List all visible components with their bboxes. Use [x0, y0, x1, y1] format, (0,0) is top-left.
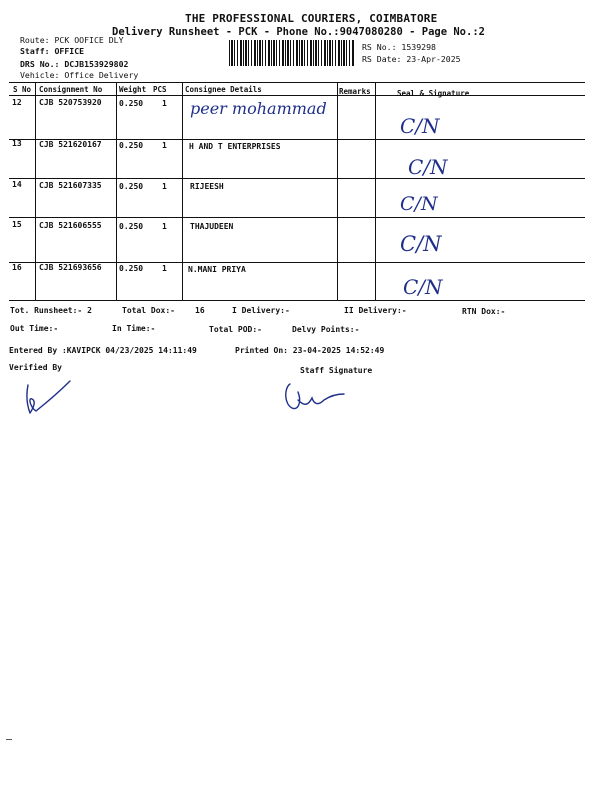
row-pcs: 1 — [162, 182, 167, 191]
out-time: Out Time:- — [10, 324, 59, 333]
drs-number: DRS No.: DCJB153929802 — [20, 59, 129, 69]
company-title: THE PROFESSIONAL COURIERS, COIMBATORE — [185, 12, 438, 25]
col-header-pcs: PCS — [153, 85, 167, 94]
total-dox-value: 16 — [195, 306, 205, 315]
column-divider — [35, 82, 36, 300]
row-divider — [9, 178, 585, 179]
col-header-remarks: Remarks — [339, 87, 371, 96]
row-divider — [9, 217, 585, 218]
table-bottom-border — [9, 300, 585, 301]
row-consignee: N.MANI PRIYA — [188, 265, 246, 274]
staff-text: Staff: OFFICE — [20, 46, 85, 56]
table-top-border — [9, 82, 585, 83]
col-header-weight: Weight — [119, 85, 147, 94]
seal-handwriting: C/N — [408, 155, 448, 179]
row-consignment: CJB 520753920 — [39, 98, 102, 107]
row-consignment: CJB 521607335 — [39, 181, 102, 190]
col-header-consignment: Consignment No — [39, 85, 103, 94]
column-divider — [116, 82, 117, 300]
runsheet-subtitle: Delivery Runsheet - PCK - Phone No.:9047080280 - Page No.:2 — [112, 26, 485, 38]
verified-signature-image — [18, 375, 78, 425]
page-mark — [6, 739, 12, 740]
in-time: In Time:- — [112, 324, 156, 333]
row-consignment: CJB 521620167 — [39, 140, 102, 149]
seal-handwriting: C/N — [400, 114, 440, 138]
ii-delivery: II Delivery:- — [344, 306, 407, 315]
printed-on: Printed On: 23-04-2025 14:52:49 — [235, 346, 385, 355]
row-consignee: RIJEESH — [190, 182, 224, 191]
total-pod: Total POD:- — [209, 325, 262, 334]
staff-signature-label: Staff Signature — [300, 366, 373, 375]
table-header-border — [9, 95, 585, 96]
row-pcs: 1 — [162, 222, 167, 231]
row-consignment: CJB 521693656 — [39, 263, 102, 272]
col-header-sno: S No — [13, 85, 32, 94]
vehicle-text: Vehicle: Office Delivery — [20, 70, 139, 80]
row-weight: 0.250 — [119, 141, 144, 150]
tot-runsheet: Tot. Runsheet:- 2 — [10, 306, 92, 315]
rs-number: RS No.: 1539298 — [362, 42, 436, 52]
column-divider — [337, 82, 338, 300]
handwritten-consignee: peer mohammad — [190, 99, 327, 118]
verified-by-label: Verified By — [9, 363, 62, 372]
col-header-seal: Seal & Signature — [397, 89, 470, 98]
row-consignment: CJB 521606555 — [39, 221, 102, 230]
row-sno: 16 — [12, 263, 22, 272]
row-sno: 14 — [12, 180, 22, 189]
barcode — [229, 40, 355, 66]
row-weight: 0.250 — [119, 182, 144, 191]
rtn-dox: RTN Dox:- — [462, 307, 506, 316]
rs-date: RS Date: 23-Apr-2025 — [362, 54, 461, 64]
seal-handwriting: C/N — [400, 193, 438, 215]
col-header-consignee: Consignee Details — [185, 85, 262, 94]
column-divider — [375, 82, 376, 300]
seal-handwriting: C/N — [403, 275, 443, 299]
route-text: Route: PCK OOFICE DLY — [20, 35, 124, 45]
i-delivery: I Delivery:- — [232, 306, 290, 315]
row-sno: 12 — [12, 98, 22, 107]
row-pcs: 1 — [162, 141, 167, 150]
staff-signature-image — [278, 378, 358, 418]
row-weight: 0.250 — [119, 264, 144, 273]
row-weight: 0.250 — [119, 222, 144, 231]
row-weight: 0.250 — [119, 99, 144, 108]
total-dox-label: Total Dox:- — [122, 306, 175, 315]
row-consignee: THAJUDEEN — [190, 222, 234, 231]
row-pcs: 1 — [162, 99, 167, 108]
row-sno: 13 — [12, 139, 22, 148]
delvy-points: Delvy Points:- — [292, 325, 360, 334]
entered-by: Entered By :KAVIPCK 04/23/2025 14:11:49 — [9, 346, 197, 355]
seal-handwriting: C/N — [400, 232, 442, 256]
row-sno: 15 — [12, 220, 22, 229]
row-consignee: H AND T ENTERPRISES — [189, 142, 281, 151]
column-divider — [182, 82, 183, 300]
row-pcs: 1 — [162, 264, 167, 273]
